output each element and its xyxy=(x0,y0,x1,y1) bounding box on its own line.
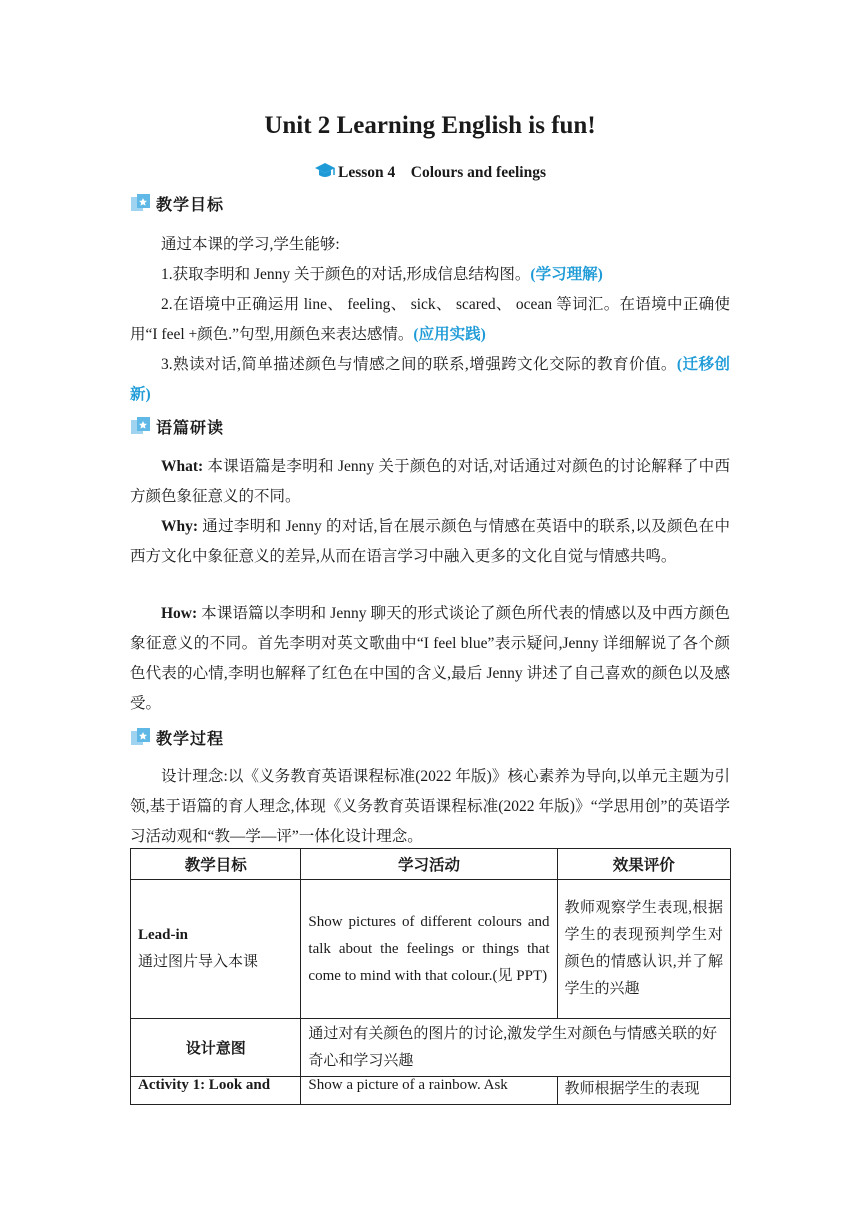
goal-item-1: 1.获取李明和 Jenny 关于颜色的对话,形成信息结构图。(学习理解) xyxy=(161,266,603,283)
analysis-what: What: 本课语篇是李明和 Jenny 关于颜色的对话,对话通过对颜色的讨论解释了中西方颜色象征意义的不同。 xyxy=(130,458,730,505)
leadin-subtitle: 通过图片导入本课 xyxy=(138,954,259,970)
table-row xyxy=(131,1077,731,1105)
goal-tag: (迁移创新) xyxy=(130,356,730,403)
table-header-row xyxy=(131,849,731,880)
goal-tag: (学习理解) xyxy=(530,266,603,283)
table-row xyxy=(131,880,731,1019)
lesson-heading xyxy=(0,160,860,185)
activity1-evaluation: 教师根据学生的表现 xyxy=(557,1077,730,1105)
goal-tag: (应用实践) xyxy=(413,326,486,343)
leadin-activity: Show pictures of different colours and talk about the feelings or things that come to mind with that colour.(见 PPT) xyxy=(301,880,557,1019)
lesson-plan-table xyxy=(130,848,731,1105)
analysis-why: Why: 通过李明和 Jenny 的对话,旨在展示颜色与情感在英语中的联系,以及颜色在中西方文化中象征意义的差异,从而在语言学习中融入更多的文化自觉与情感共鸣。 xyxy=(130,518,730,565)
intent-text: 通过对有关颜色的图片的讨论,激发学生对颜色与情感关联的好奇心和学习兴趣 xyxy=(301,1019,731,1077)
header-goal: 教学目标 xyxy=(131,849,301,880)
unit-title: Unit 2 Learning English is fun! xyxy=(264,112,596,139)
activity1-title: Activity 1: Look and xyxy=(131,1077,301,1105)
section-goals xyxy=(130,190,224,216)
section-text-study xyxy=(130,413,224,439)
leadin-title: Lead-in xyxy=(138,927,189,943)
goal-item-2: 2.在语境中正确运用 line、 feeling、 sick、 scared、 ocean 等词汇。在语境中正确使用“I feel +颜色.”句型,用颜色来表达感情。(应用实践) xyxy=(130,296,730,343)
header-evaluation: 效果评价 xyxy=(557,849,730,880)
goal-item-3: 3.熟读对话,简单描述颜色与情感之间的联系,增强跨文化交际的教育价值。(迁移创新) xyxy=(130,356,730,403)
book-icon xyxy=(130,726,154,748)
goals-intro: 通过本课的学习,学生能够: xyxy=(161,236,340,253)
book-icon xyxy=(130,415,154,437)
section-label: 语篇研读 xyxy=(156,419,225,437)
lesson-title: Lesson 4 Colours and feelings xyxy=(338,164,546,181)
table-row xyxy=(131,1019,731,1077)
activity1-activity: Show a picture of a rainbow. Ask xyxy=(301,1077,557,1105)
leadin-cell xyxy=(131,880,301,1019)
leadin-evaluation: 教师观察学生表现,根据学生的表现预判学生对颜色的情感认识,并了解学生的兴趣 xyxy=(557,880,730,1019)
analysis-how: How: 本课语篇以李明和 Jenny 聊天的形式谈论了颜色所代表的情感以及中西方颜色象征意义的不同。首先李明对英文歌曲中“I feel blue”表示疑问,Jenny 详细解说了各个颜色代表的心情,李明也解释了红色在中国的含义,最后 Jenny 讲述了自己喜欢的颜色以及感受。 xyxy=(130,605,730,712)
intent-label: 设计意图 xyxy=(131,1019,301,1077)
section-process xyxy=(130,724,224,750)
header-activity: 学习活动 xyxy=(301,849,557,880)
section-label: 教学目标 xyxy=(156,196,225,214)
graduation-cap-icon xyxy=(314,162,336,185)
process-intro: 设计理念:以《义务教育英语课程标准(2022 年版)》核心素养为导向,以单元主题为引领,基于语篇的育人理念,体现《义务教育英语课程标准(2022 年版)》“学思用创”的英语学习活动观和“教—学—评”一体化设计理念。 xyxy=(130,768,730,845)
book-icon xyxy=(130,192,154,214)
section-label: 教学过程 xyxy=(156,730,225,748)
